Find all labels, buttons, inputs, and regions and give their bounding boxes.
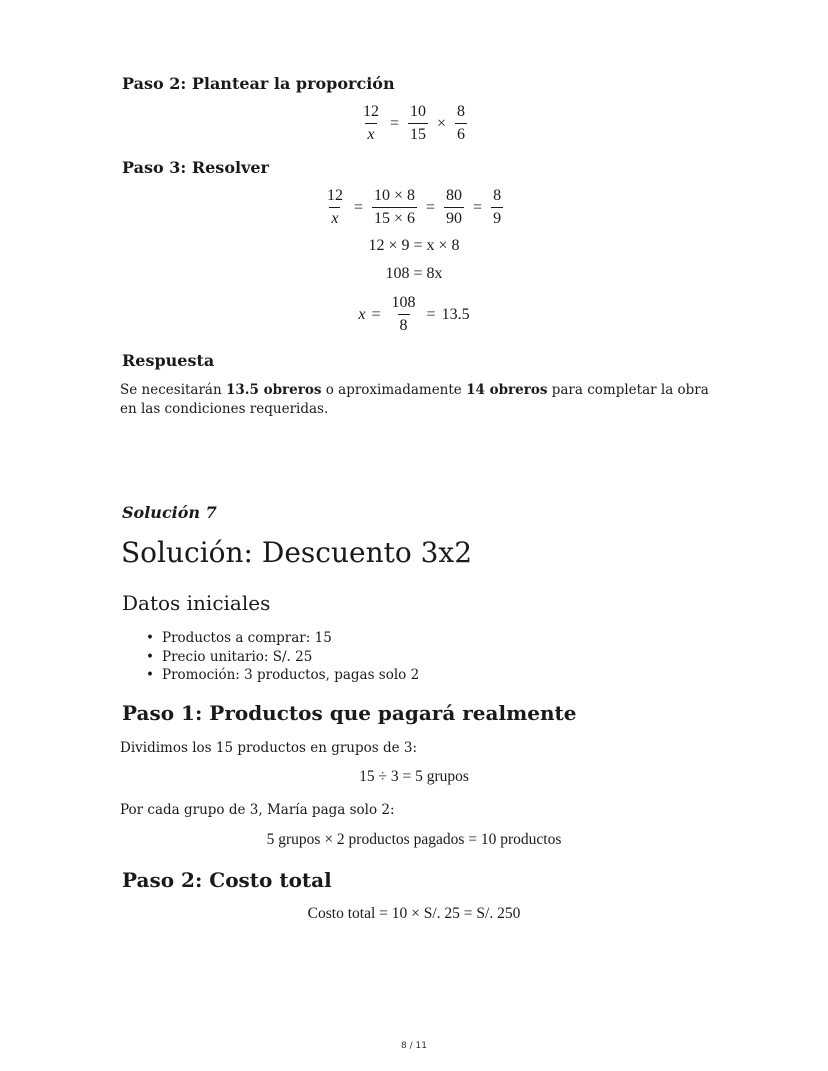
solution-label: Solución 7 xyxy=(122,503,217,522)
frac-num: 12 xyxy=(326,187,343,204)
solve-equation-4: x = $\frac{108}{8}$ = 13.5 xyxy=(358,294,470,334)
respuesta-text xyxy=(120,381,720,419)
solve-equation-3: 108 = 8x xyxy=(385,265,443,282)
frac-den: x xyxy=(331,210,339,227)
datos-heading: Datos iniciales xyxy=(122,591,271,615)
frac-den: 15 xyxy=(408,123,428,144)
page-number: 8 / 11 xyxy=(401,1041,427,1051)
frac-den: x xyxy=(367,126,375,143)
list-item: • Promoción: 3 productos, pagas solo 2 xyxy=(144,666,419,685)
text-span: Se necesitarán xyxy=(120,382,226,398)
variable-x: x xyxy=(358,305,366,323)
frac-den: 90 xyxy=(444,207,464,228)
datos-list xyxy=(144,629,419,685)
result-value: 13.5 xyxy=(441,305,470,323)
frac-num: 8 xyxy=(493,187,502,204)
paso2-costo-heading: Paso 2: Costo total xyxy=(122,868,332,892)
costo-total-equation: Costo total = 10 × S/. 25 = S/. 250 xyxy=(307,905,521,922)
frac-num: 80 xyxy=(446,187,463,204)
frac-num: 8 xyxy=(457,103,466,120)
frac-den: 6 xyxy=(455,123,467,144)
list-item: • Precio unitario: S/. 25 xyxy=(144,648,419,667)
paso1-equation-1: 15 ÷ 3 = 5 grupos xyxy=(359,768,469,785)
frac-num: 10 xyxy=(410,103,426,120)
text-span: para completar la obra en las condiciones requeridas. xyxy=(120,382,709,417)
frac-num: 12 xyxy=(362,103,379,120)
bold-value: 13.5 obreros xyxy=(225,382,322,398)
solve-equation-1: $\frac{12}{x}$ = $\frac{10 \times 8}{15 \times 6}$ = $\frac{80}{90}$ = $\frac{8}{9}$ xyxy=(326,187,502,227)
paso1-text-1: Dividimos los 15 productos en grupos de 3: xyxy=(120,740,418,756)
solution-title: Solución: Descuento 3x2 xyxy=(121,536,473,569)
frac-num: 108 xyxy=(391,294,416,311)
frac-den: 9 xyxy=(491,207,503,228)
paso3-heading: Paso 3: Resolver xyxy=(122,158,269,177)
frac-den: 8 xyxy=(398,314,410,335)
list-item: • Productos a comprar: 15 xyxy=(144,629,419,648)
proportion-equation: $\frac{12}{x}$ = $\frac{10}{15}$ × $\frac{8}{6}$ xyxy=(362,103,466,143)
solve-equation-2: 12 × 9 = x × 8 xyxy=(368,237,460,254)
paso1-heading: Paso 1: Productos que pagará realmente xyxy=(122,701,577,725)
frac-num: 10 × 8 xyxy=(373,187,415,204)
paso1-equation-2: 5 grupos × 2 productos pagados = 10 productos xyxy=(266,831,562,848)
paso1-text-2: Por cada grupo de 3, María paga solo 2: xyxy=(120,802,395,818)
respuesta-heading: Respuesta xyxy=(122,351,215,370)
paso2-heading: Paso 2: Plantear la proporción xyxy=(122,74,395,93)
bold-value: 14 obreros xyxy=(466,382,548,398)
text-span: o aproximadamente xyxy=(321,382,467,398)
frac-den: 15 × 6 xyxy=(372,207,417,228)
